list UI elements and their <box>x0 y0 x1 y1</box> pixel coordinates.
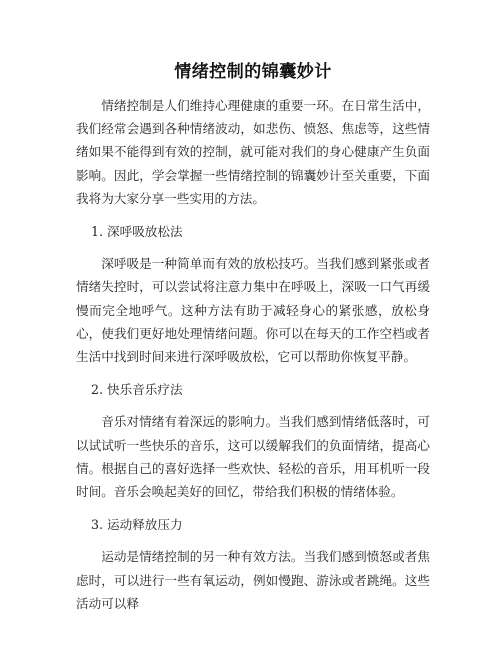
document-title: 情绪控制的锦囊妙计 <box>174 62 332 82</box>
section-heading-1: 1. 深呼吸放松法 <box>91 224 183 240</box>
section-heading-2: 2. 快乐音乐疗法 <box>91 382 183 398</box>
spacer <box>76 503 430 513</box>
section-heading-3: 3. 运动释放压力 <box>91 517 183 533</box>
intro-paragraph: 情绪控制是人们维持心理健康的重要一环。在日常生活中，我们经常会遇到各种情绪波动，如悲伤、愤怒、焦虑等，这些情绪如果不能得到有效的控制，就可能对我们的身心健康产生负面影响。因此，学会掌握一些情绪控制的锦囊妙计至关重要，下面我将为大家分享一些实用的方法。 <box>76 98 430 206</box>
spacer <box>76 368 430 378</box>
spacer <box>76 243 430 252</box>
spacer <box>76 401 430 410</box>
section-body-3: 运动是情绪控制的另一种有效方法。当我们感到愤怒或者焦虑时，可以进行一些有氧运动，例如慢跑、游泳或者跳绳。这些活动可以释 <box>76 549 430 611</box>
section-body-2: 音乐对情绪有着深远的影响力。当我们感到情绪低落时，可以试试听一些快乐的音乐，这可以缓解我们的负面情绪，提高心情。根据自己的喜好选择一些欢快、轻松的音乐，用耳机听一段时间。音乐会唤起美好的回忆，带给我们积极的情绪体验。 <box>76 414 430 500</box>
spacer <box>76 536 430 545</box>
section-body-1: 深呼吸是一种简单而有效的放松技巧。当我们感到紧张或者情绪失控时，可以尝试将注意力集中在呼吸上，深吸一口气再缓慢而完全地呼气。这种方法有助于减轻身心的紧张感，放松身心，使我们更好地处理情绪问题。你可以在每天的工作空档或者生活中找到时间来进行深呼吸放松，它可以帮助你恢复平静。 <box>76 256 430 365</box>
spacer <box>76 210 430 220</box>
